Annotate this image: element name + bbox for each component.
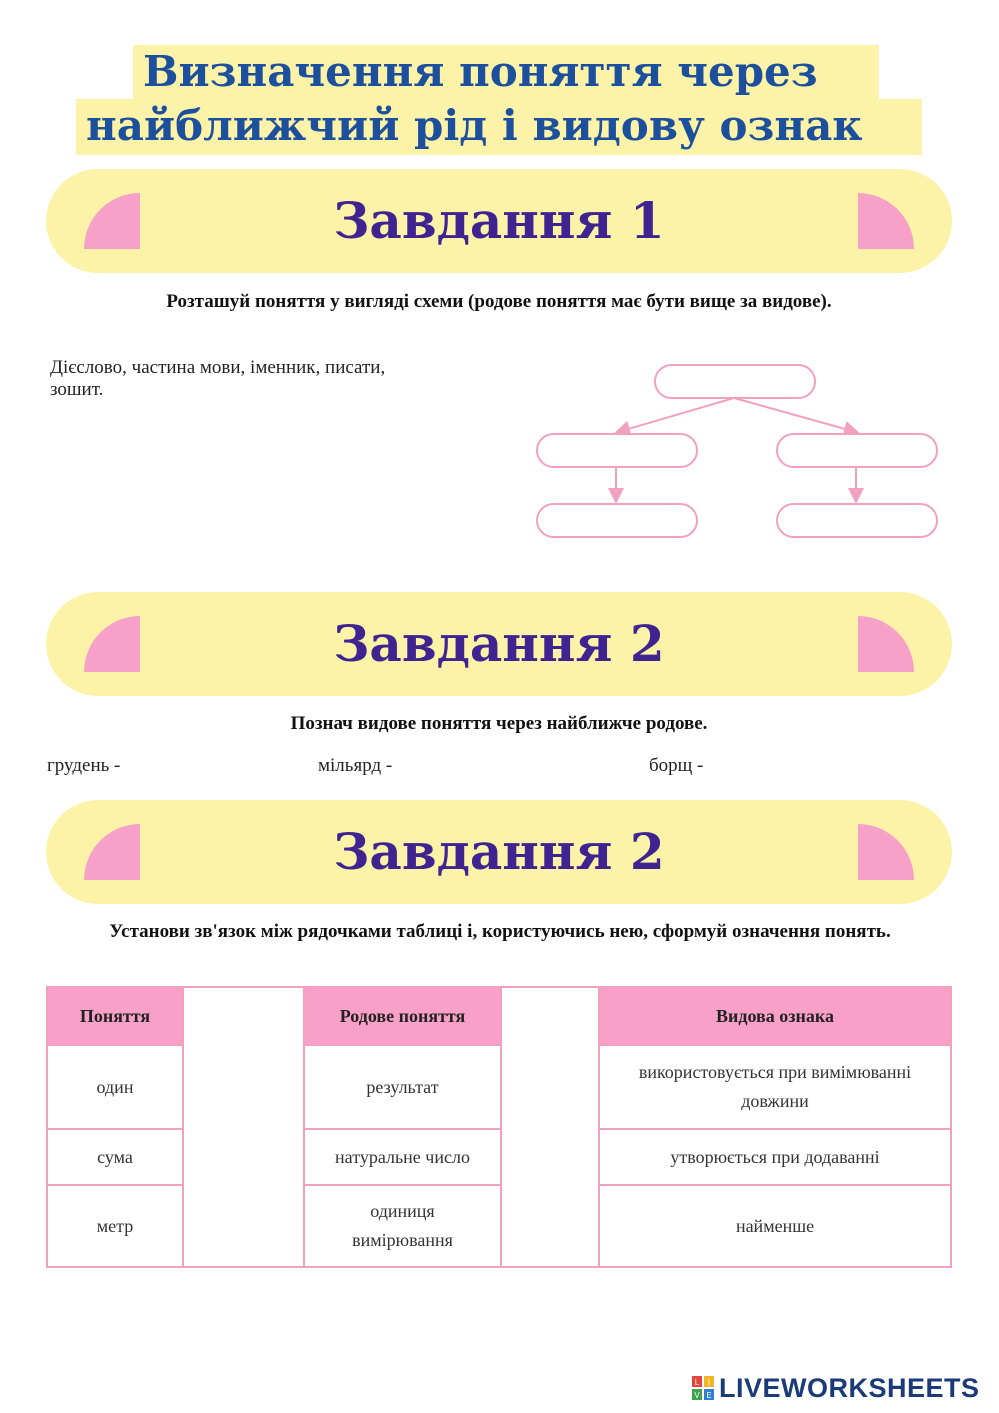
table-gap-column-1[interactable] bbox=[182, 986, 305, 1268]
table-header-feature: Видова ознака bbox=[598, 986, 952, 1046]
arrow-top-to-left bbox=[618, 398, 734, 432]
table-cell-feature: найменше bbox=[598, 1184, 952, 1268]
task-2-banner bbox=[46, 592, 952, 696]
task-2-item-1: грудень - bbox=[47, 755, 121, 776]
svg-text:V: V bbox=[694, 1391, 700, 1400]
task-3-banner bbox=[46, 800, 952, 904]
task-1-instruction: Розташуй поняття у вигляді схеми (родове поняття має бути вище за видове). bbox=[166, 291, 832, 312]
task-1-heading: Завдання 1 bbox=[333, 191, 665, 250]
task-3-instruction: Установи зв'язок між рядочками таблиці і, користуючись нею, сформуй означення понять. bbox=[109, 921, 891, 942]
task-2-item-2: мільярд - bbox=[318, 755, 393, 776]
table-header-genus: Родове поняття bbox=[303, 986, 502, 1046]
scheme-box-middle-left[interactable] bbox=[536, 433, 698, 468]
scheme-box-middle-right[interactable] bbox=[776, 433, 938, 468]
table-cell-concept: сума bbox=[46, 1128, 184, 1186]
scheme-box-bottom-right[interactable] bbox=[776, 503, 938, 538]
table-cell-genus: натуральне число bbox=[303, 1128, 502, 1186]
table-cell-concept: метр bbox=[46, 1184, 184, 1268]
liveworksheets-logo-text: LIVEWORKSHEETS bbox=[719, 1373, 980, 1403]
scheme-box-top[interactable] bbox=[654, 364, 816, 399]
arrow-top-to-right bbox=[734, 398, 856, 432]
svg-text:L: L bbox=[694, 1378, 700, 1387]
liveworksheets-logo-icon bbox=[692, 1376, 714, 1400]
table-gap-column-2[interactable] bbox=[500, 986, 600, 1268]
task-1-words-line-2: зошит. bbox=[50, 379, 104, 400]
task-1-words-line-1: Дієслово, частина мови, іменник, писати, bbox=[50, 357, 386, 378]
table-cell-feature: утворюється при додаванні bbox=[598, 1128, 952, 1186]
table-cell-genus: одиниця вимірювання bbox=[303, 1184, 502, 1268]
task-2-instruction: Познач видове поняття через найближче родове. bbox=[290, 713, 708, 734]
table-cell-concept: один bbox=[46, 1044, 184, 1130]
scheme-box-bottom-left[interactable] bbox=[536, 503, 698, 538]
task-2-item-3: борщ - bbox=[649, 755, 704, 776]
page-title-line-2: найближчий рід і видову ознак bbox=[76, 99, 922, 155]
svg-text:I: I bbox=[707, 1378, 711, 1387]
table-header-concept: Поняття bbox=[46, 986, 184, 1046]
task-2-heading: Завдання 2 bbox=[333, 614, 665, 673]
task-1-banner bbox=[46, 169, 952, 273]
table-cell-genus: результат bbox=[303, 1044, 502, 1130]
page-title-line-1: Визначення поняття через bbox=[133, 45, 879, 99]
table-cell-feature: використовується при вимімюванні довжини bbox=[598, 1044, 952, 1130]
svg-text:E: E bbox=[706, 1391, 712, 1400]
task-3-heading: Завдання 2 bbox=[333, 822, 665, 881]
